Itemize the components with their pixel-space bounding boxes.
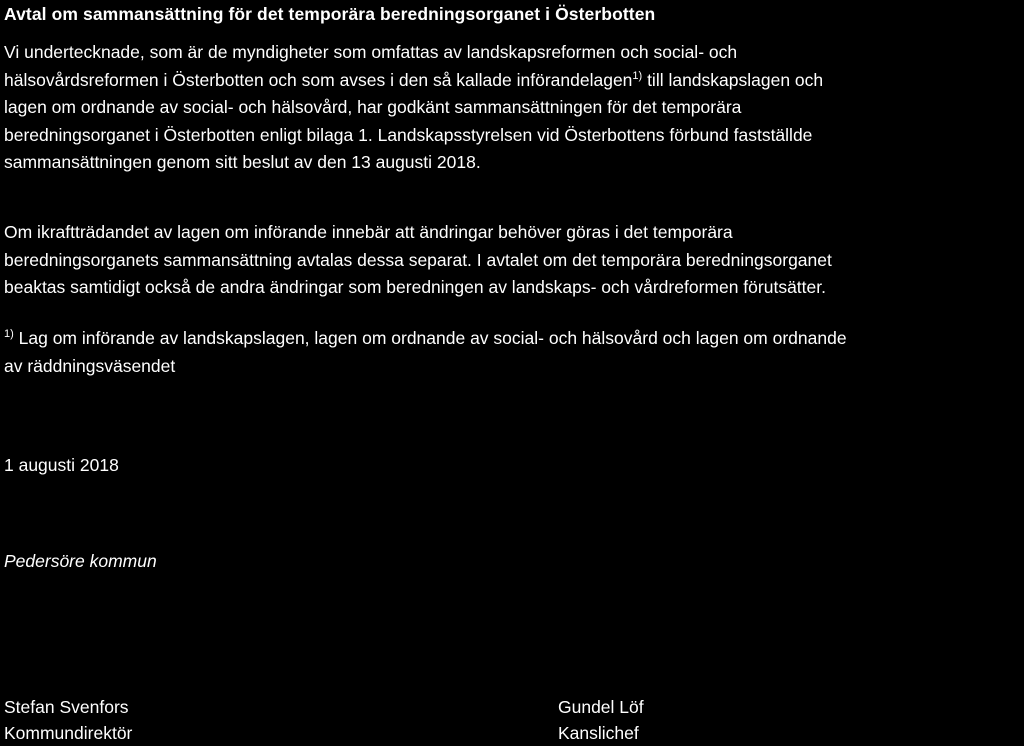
- footnote-marker: 1): [4, 328, 14, 341]
- paragraph-line: sammansättningen genom sitt beslut av den 13 augusti 2018.: [4, 152, 481, 173]
- signatory-role: Kommundirektör: [4, 723, 133, 743]
- footnote-text: Lag om införande av landskapslagen, lagen om ordnande av social- och hälsovård och lagen om ordnande: [13, 328, 847, 348]
- paragraph-line: lagen om ordnande av social- och hälsovård, har godkänt sammansättningen för det temporära: [4, 97, 742, 118]
- paragraph-line: Om ikraftträdandet av lagen om införande innebär att ändringar behöver göras i det temporära: [4, 222, 733, 242]
- footnote-line: [4, 325, 1022, 353]
- document-title: Avtal om sammansättning för det temporära beredningsorganet i Österbotten: [4, 4, 656, 24]
- signatory-name: Gundel Löf: [558, 697, 644, 717]
- paragraph-agreement: [4, 39, 1022, 177]
- paragraph-line: [4, 67, 1022, 95]
- paragraph-line: beredningsorganets sammansättning avtalas dessa separat. I avtalet om det temporära beredningsorganet: [4, 249, 832, 270]
- paragraph-line: beaktas samtidigt också de andra ändringar som beredningen av landskaps- och vårdreformen förutsätter.: [4, 277, 826, 298]
- signatory-role: Kanslichef: [558, 723, 639, 743]
- footnote-reference: 1): [632, 69, 643, 82]
- paragraph-amendments: [4, 219, 1022, 302]
- footnote-line: av räddningsväsendet: [4, 355, 176, 376]
- organization-name: Pedersöre kommun: [4, 551, 157, 571]
- signature-block-left: [4, 694, 132, 746]
- paragraph-line: beredningsorganet i Österbotten enligt bilaga 1. Landskapsstyrelsen vid Österbottens förbund fastställde: [4, 124, 813, 145]
- signatory-name: Stefan Svenfors: [4, 697, 129, 717]
- paragraph-text: hälsovårdsreformen i Österbotten och som avses i den så kallade införandelagen: [4, 69, 633, 90]
- document-date: 1 augusti 2018: [4, 455, 119, 475]
- footnote: [4, 325, 1022, 380]
- signature-block-right: [558, 694, 644, 746]
- paragraph-text: till landskapslagen och: [642, 69, 824, 90]
- paragraph-line: Vi undertecknade, som är de myndigheter som omfattas av landskapsreformen och social- och: [4, 42, 738, 62]
